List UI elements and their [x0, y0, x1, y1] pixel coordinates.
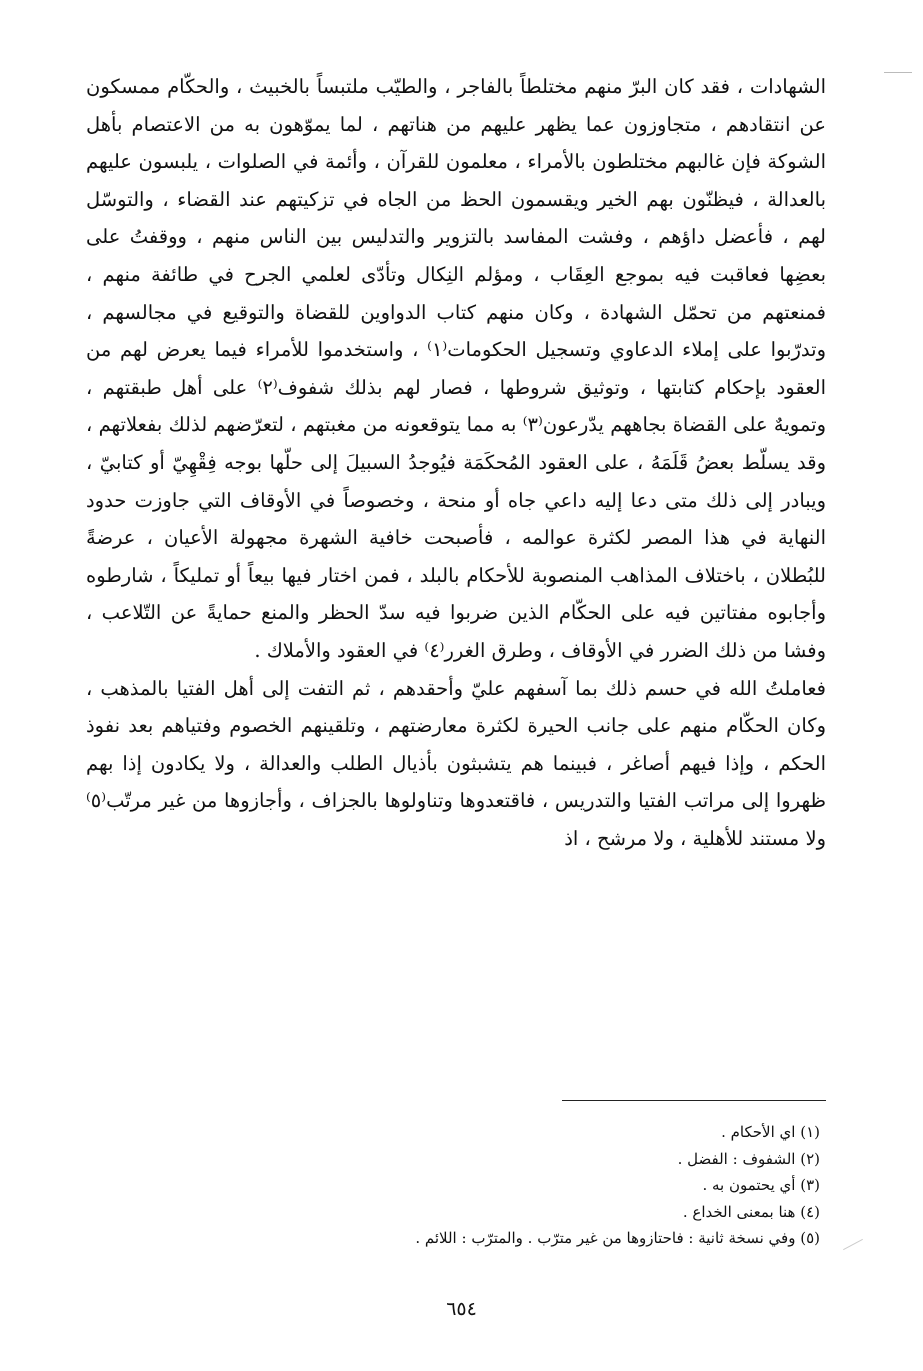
page-edge-mark	[884, 72, 912, 73]
paragraph-2: فعاملتُ الله في حسم ذلك بما آسفهم عليّ وأحقدهم ، ثم التفت إلى أهل الفتيا بالمذهب ، وكان الحكّام منهم على جانب الحيرة لكثرة معارضتهم ، وتلقينهم الخصوم وفتياهم بعد نفوذ الحكم ، وإذا فيهم أصاغر ، فبينما هم يتشبثون بأذيال الطلب والعدالة ، ولا يكادون إذا بهم ظهروا إلى مراتب الفتيا والتدريس ، فاقتعدوها وتناولوها بالجزاف ، وأجازوها من غير مرتّب⁽٥⁾ ولا مستند للأهلية ، ولا مرشح ، اذ	[86, 676, 826, 850]
footnote-divider	[562, 1100, 826, 1101]
footnote-1: (١) اي الأحكام .	[721, 1123, 820, 1141]
footnote-4: (٤) هنا بمعنى الخداع .	[682, 1202, 820, 1221]
paper-scratch-mark	[843, 1239, 863, 1250]
paragraph-1: الشهادات ، فقد كان البرّ منهم مختلطاً بالفاجر ، والطيّب ملتبساً بالخبيث ، والحكّام ممسكون عن انتقادهم ، متجاوزون عما يظهر عليهم من هناتهم ، لما يموّهون به من الاعتصام بأهل الشوكة فإن غالبهم مختلطون بالأمراء ، معلمون للقرآن ، وأئمة في الصلوات ، يلبسون عليهم بالعدالة ، فيظنّون بهم الخير ويقسمون الحظ من الجاه في تزكيتهم عند القضاء ، والتوسّل لهم ، فأعضل داؤهم ، وفشت المفاسد بالتزوير والتدليس بين الناس منهم ، ووقفتُ على بعضِها فعاقبت فيه بموجع العِقَاب ، ومؤلم النِكال وتأدّى لعلمي الجرح في طائفة منهم ، فمنعتهم من تحمّل الشهادة ، وكان منهم كتاب الدواوين للقضاة والتوقيع في مجالسهم ، وتدرّبوا على إملاء الدعاوي وتسجيل الحكومات⁽١⁾ ، واستخدموا للأمراء فيما يعرض لهم من العقود بإحكام كتابتها ، وتوثيق شروطها ، فصار لهم بذلك شفوف⁽٢⁾ على أهل طبقتهم ، وتمويهٌ على القضاة بجاههم يدّرعون⁽٣⁾ به مما يتوقعونه من مغبتهم ، لتعرّضهم لذلك بفعلاتهم ، وقد يسلّط بعضُ قَلَمَهُ ، على العقود المُحكَمَة فيُوجدُ السبيلَ إلى حلّها بوجه فِقْهِيّ أو كتابيّ ، ويبادر إلى ذلك متى دعا إليه داعي جاه أو منحة ، وخصوصاً في الأوقاف التي جاوزت حدود النهاية في هذا المصر لكثرة عوالمه ، فأصبحت خافية الشهرة مجهولة الأعيان ، عرضةً للبُطلان ، باختلاف المذاهب المنصوبة للأحكام بالبلد ، فمن اختار فيها بيعاً أو تمليكاً ، شارطوه وأجابوه مفتاتين فيه على الحكّام الذين ضربوا فيه سدّ الحظر والمنع حمايةً عن التّلاعب ، وفشا من ذلك الضرر في الأوقاف ، وطرق الغرر⁽٤⁾ في العقود والأملاك .	[86, 75, 826, 662]
page-number: ٦٥٤	[446, 1298, 477, 1320]
footnotes	[260, 1119, 820, 1252]
footnote-2: (٢) الشفوف : الفضل .	[677, 1149, 820, 1168]
main-text	[86, 68, 826, 857]
footnote-5: (٥) وفي نسخة ثانية : فاحتازوها من غير مترّب . والمترّب : اللائم .	[415, 1229, 820, 1247]
footnote-3: (٣) أي يحتمون به .	[702, 1176, 820, 1194]
